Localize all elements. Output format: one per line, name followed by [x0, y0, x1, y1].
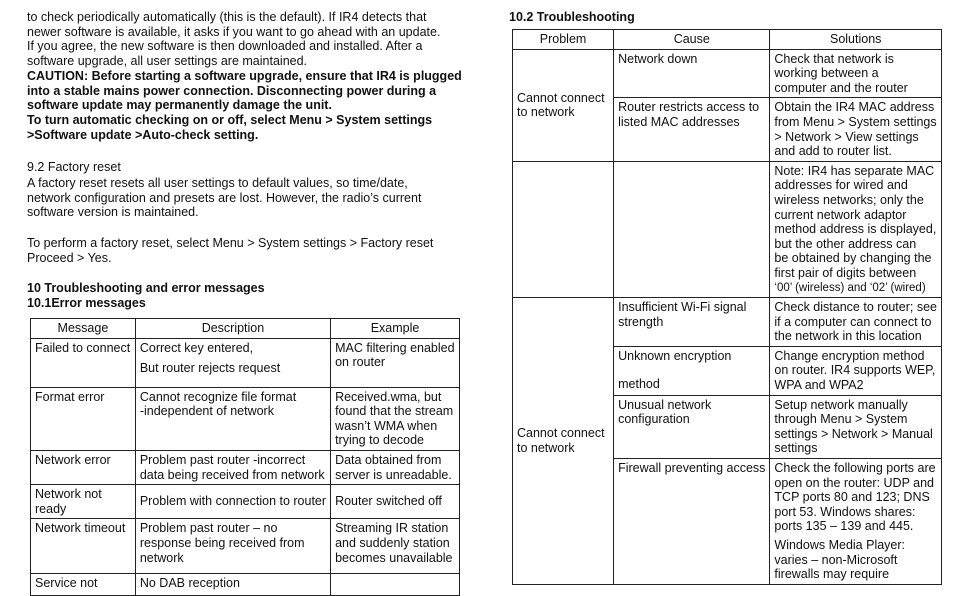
cell-line: data being received from network	[139, 467, 325, 482]
cell-line: settings	[774, 441, 818, 456]
para-line: To perform a factory reset, select Menu > System settings > Factory reset	[27, 236, 434, 250]
para-line: software version is maintained.	[27, 205, 199, 220]
cell-line: trying to decode	[335, 433, 425, 448]
cell-line: from Menu > System settings	[774, 114, 937, 129]
error-messages-heading: 10.1Error messages	[27, 296, 146, 310]
cell-line: Obtain the IR4 MAC address	[774, 100, 935, 115]
cell-line: Router switched off	[335, 494, 442, 509]
cell-line: Cannot recognize file format	[139, 389, 297, 404]
cell-line: strength	[618, 314, 664, 329]
intro-line: newer software is available, it asks if you want to go ahead with an update.	[27, 24, 441, 39]
caution-line: >Software update >Auto-check setting.	[27, 127, 259, 142]
intro-line: software upgrade, all user settings are maintained.	[27, 54, 308, 69]
cell-line: settings > Network > Manual	[774, 426, 933, 441]
cell-line: method	[618, 377, 660, 392]
description-cell	[135, 485, 330, 519]
factory-reset-para1	[27, 176, 421, 220]
example-cell	[331, 519, 460, 574]
cell-line: Windows Media Player:	[774, 538, 906, 552]
cell-line: Unknown encryption	[618, 348, 732, 363]
solution-cell	[770, 346, 942, 395]
factory-reset-para2	[27, 236, 433, 265]
cell-line: on router	[335, 355, 386, 370]
intro-line: If you agree, the new software is then downloaded and installed. After a	[27, 39, 423, 54]
cell-line: Router restricts access to	[618, 100, 760, 115]
cell-line: Note: IR4 has separate MAC	[774, 163, 935, 178]
cell-line	[618, 363, 765, 377]
table-row	[31, 387, 460, 450]
caution-line: To turn automatic checking on or off, select Menu > System settings	[27, 112, 433, 127]
cell-line: Firewall preventing access	[618, 461, 766, 476]
troubleshooting-subheading: 10.2 Troubleshooting	[509, 10, 635, 24]
cause-cell	[614, 395, 770, 458]
cell-line: TCP ports 80 and 123; DNS	[774, 490, 930, 505]
message-cell: Failed to connect	[31, 338, 136, 387]
cell-line: > Network > View settings	[774, 129, 919, 144]
problem-cell	[513, 298, 614, 585]
cell-line: Check distance to router; see	[774, 300, 937, 315]
cell-line: Insufficient Wi-Fi signal	[618, 300, 747, 315]
header-cause: Cause	[614, 30, 770, 50]
cell-line: listed MAC addresses	[618, 114, 740, 129]
example-cell	[331, 450, 460, 484]
cell-line: Data obtained from	[335, 452, 442, 467]
cell-line: varies – non-Microsoft	[774, 552, 898, 567]
problem-cell	[513, 161, 614, 297]
cell-line: No DAB reception	[139, 576, 240, 591]
cause-cell	[614, 459, 770, 585]
cell-line: first pair of digits between	[774, 265, 917, 280]
cell-line: working between a	[774, 66, 879, 81]
error-messages-table	[30, 318, 460, 596]
description-cell	[135, 338, 330, 387]
description-cell	[135, 574, 330, 596]
cell-line: becomes unavailable	[335, 550, 453, 565]
table-row	[31, 450, 460, 484]
message-cell: Service not	[31, 574, 136, 596]
cell-line: -independent of network	[139, 404, 274, 419]
cell-line: server is unreadable.	[335, 467, 452, 482]
para-line: Proceed > Yes.	[27, 250, 112, 265]
solution-cell	[770, 459, 942, 585]
cell-line: Received.wma, but	[335, 389, 442, 404]
solution-cell	[770, 98, 942, 161]
cell-line: wasn’t WMA when	[335, 418, 438, 433]
cell-line: configuration	[618, 412, 690, 427]
para-line: A factory reset resets all user settings to default values, so time/date,	[27, 176, 408, 190]
solution-cell	[770, 298, 942, 347]
table-row	[31, 485, 460, 519]
header-example: Example	[331, 319, 460, 339]
cell-line: Problem past router – no	[139, 521, 278, 536]
cell-line: ports 135 – 139 and 445.	[774, 519, 914, 534]
cell-line: open on the router: UDP and	[774, 475, 935, 490]
cell-line: to network	[517, 105, 575, 120]
problem-cell	[513, 49, 614, 161]
table-row	[513, 49, 942, 98]
cell-line: WPA and WPA2	[774, 378, 864, 393]
cause-cell	[614, 98, 770, 161]
table-row	[31, 519, 460, 574]
caution-line: software update may permanently damage the unit.	[27, 98, 332, 113]
cell-line: Problem with connection to router	[139, 494, 327, 509]
cell-line: But router rejects request	[139, 361, 281, 376]
description-cell	[135, 519, 330, 574]
cell-line: be obtained by changing the	[774, 251, 932, 266]
cause-cell	[614, 298, 770, 347]
cell-line: Correct key entered,	[139, 340, 254, 355]
cell-line: addresses for wired and	[774, 178, 908, 193]
cell-line: method address is displayed,	[774, 222, 937, 237]
cell-line: through Menu > System	[774, 412, 908, 427]
caution-line: into a stable mains power connection. Disconnecting power during a	[27, 83, 437, 98]
description-cell	[135, 387, 330, 450]
cell-line: current network adaptor	[774, 207, 907, 222]
cell-line: and suddenly station	[335, 535, 450, 550]
cell-line: Check that network is	[774, 51, 894, 66]
message-cell: Format error	[31, 387, 136, 450]
cell-line: if a computer can connect to	[774, 314, 932, 329]
caution-line: CAUTION: Before starting a software upgrade, ensure that IR4 is plugged	[27, 68, 462, 83]
header-solutions: Solutions	[770, 30, 942, 50]
cell-line: Network down	[618, 51, 698, 66]
solution-cell	[770, 161, 942, 297]
cell-line: to network	[517, 440, 575, 455]
cell-line: ‘00’ (wireless) and ‘02’ (wired)	[774, 281, 926, 294]
cause-cell	[614, 161, 770, 297]
table-row	[513, 161, 942, 297]
cell-line: response being received from	[139, 535, 305, 550]
example-cell	[331, 574, 460, 596]
header-problem: Problem	[513, 30, 614, 50]
troubleshooting-heading: 10 Troubleshooting and error messages	[27, 281, 265, 295]
cell-line: Unusual network	[618, 397, 712, 412]
cell-line: found that the stream	[335, 404, 454, 419]
message-cell: Network error	[31, 450, 136, 484]
cell-line: on router. IR4 supports WEP,	[774, 363, 936, 378]
intro-text	[27, 10, 462, 142]
solution-cell	[770, 49, 942, 98]
cell-line: Setup network manually	[774, 397, 908, 412]
factory-reset-heading: 9.2 Factory reset	[27, 160, 121, 174]
example-cell	[331, 338, 460, 387]
message-cell: Network not ready	[31, 485, 136, 519]
cell-line: and add to router list.	[774, 144, 892, 159]
table-header-row	[513, 30, 942, 50]
table-row	[31, 338, 460, 387]
example-cell	[331, 387, 460, 450]
cell-line: port 53. Windows shares:	[774, 504, 916, 519]
header-description: Description	[135, 319, 330, 339]
cell-line: computer and the router	[774, 80, 908, 95]
example-cell	[331, 485, 460, 519]
description-cell	[135, 450, 330, 484]
cell-line: network	[139, 550, 184, 565]
table-row	[513, 298, 942, 347]
cell-line: MAC filtering enabled	[335, 340, 455, 355]
cause-cell	[614, 49, 770, 98]
para-line: network configuration and presets are lost. However, the radio’s current	[27, 190, 422, 205]
table-row	[31, 574, 460, 596]
cause-cell	[614, 346, 770, 395]
cell-line: Change encryption method	[774, 348, 925, 363]
cell-line: but the other address can	[774, 236, 917, 251]
cell-line: Cannot connect	[517, 90, 605, 105]
troubleshooting-table	[512, 29, 942, 585]
table-header-row	[31, 319, 460, 339]
solution-cell	[770, 395, 942, 458]
cell-line: the network in this location	[774, 329, 922, 344]
cell-line: Cannot connect	[517, 426, 605, 441]
cell-line: firewalls may require	[774, 567, 890, 582]
cell-line: Streaming IR station	[335, 521, 449, 536]
header-message: Message	[31, 319, 136, 339]
message-cell: Network timeout	[31, 519, 136, 574]
intro-line: to check periodically automatically (this is the default). If IR4 detects that	[27, 10, 427, 24]
cell-line: Check the following ports are	[774, 461, 936, 476]
cell-line: Problem past router -incorrect	[139, 452, 306, 467]
cell-line: wireless networks; only the	[774, 192, 924, 207]
